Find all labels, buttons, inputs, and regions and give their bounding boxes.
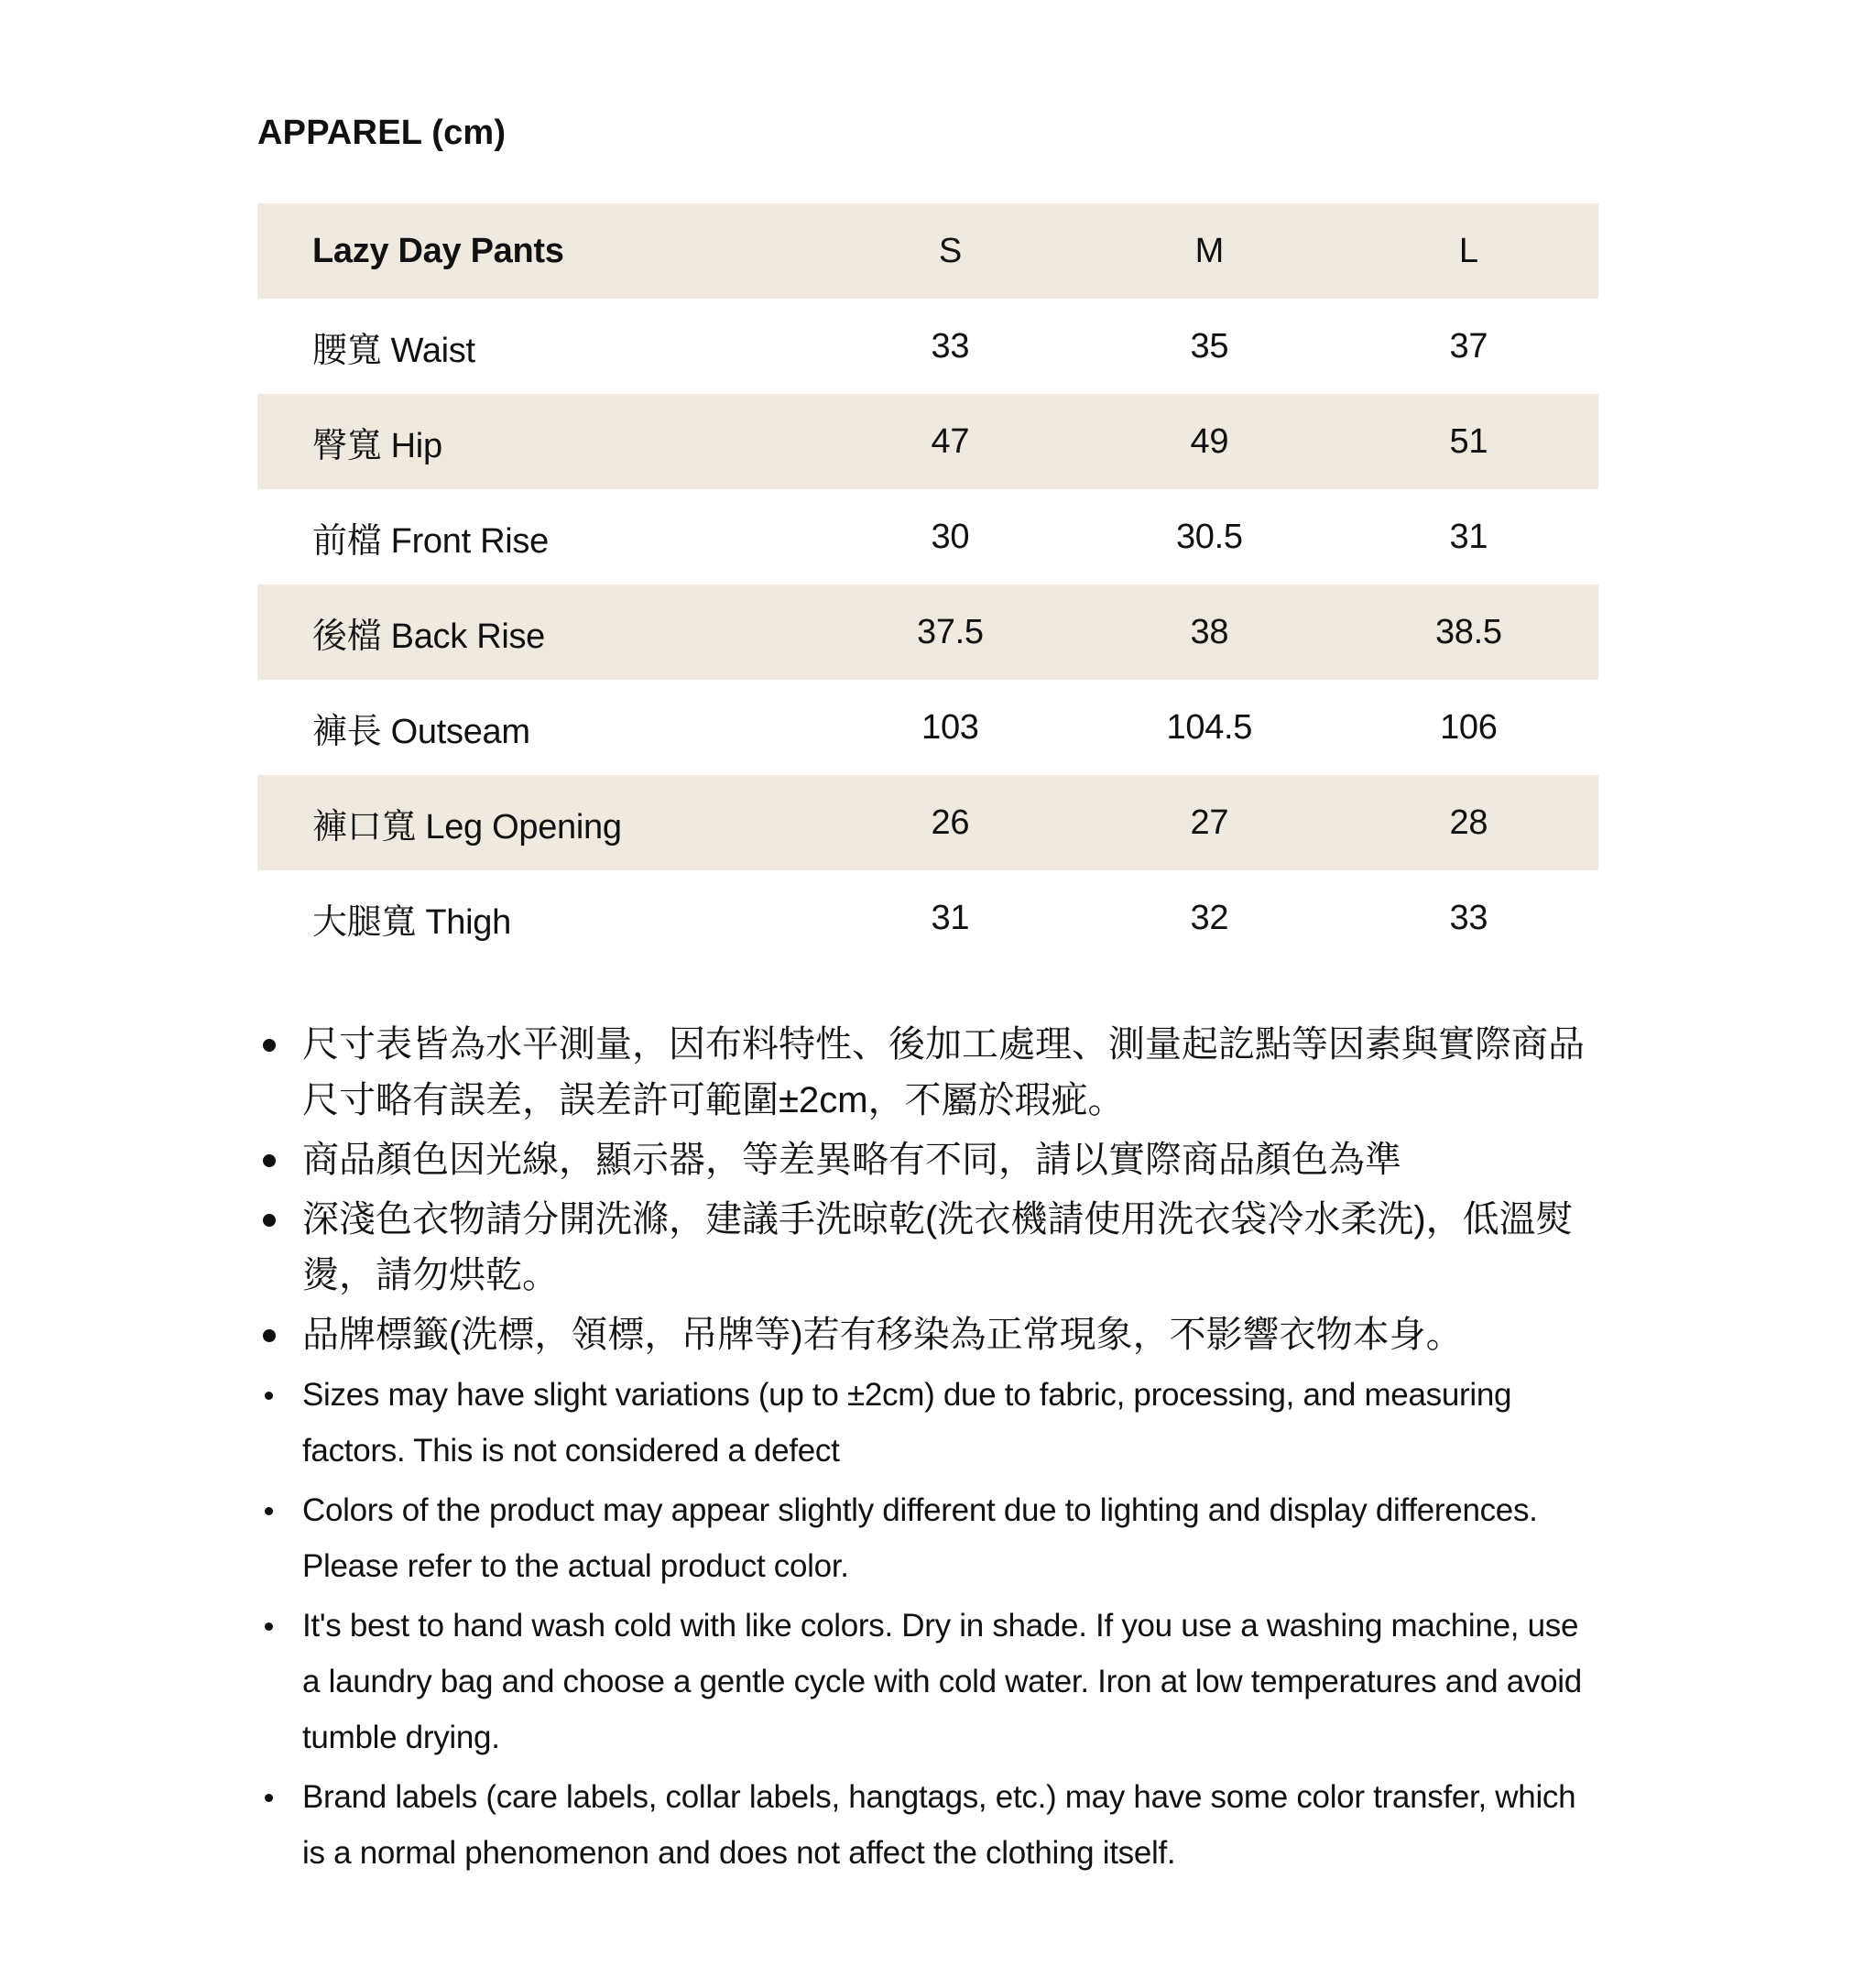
note-text: Sizes may have slight variations (up to ±2cm) due to fabric, processing, and measuring factors. This is not considered a defect: [302, 1377, 1512, 1469]
row-value: 33: [931, 326, 970, 366]
size-table: [257, 203, 1598, 966]
note-text: Colors of the product may appear slightly different due to lighting and display differences. Please refer to the actual product color.: [302, 1492, 1538, 1584]
note-text: 尺寸表皆為水平測量，因布料特性、後加工處理、測量起訖點等因素與實際商品尺寸略有誤差，誤差許可範圍±2cm，不屬於瑕疵。: [302, 1024, 1585, 1120]
table-row: [257, 870, 1598, 966]
note-item: [257, 1017, 1598, 1129]
note-item: [257, 1307, 1598, 1363]
row-label: 大腿寬 Thigh: [312, 902, 511, 942]
row-value: 37: [1449, 326, 1488, 366]
table-row: [257, 584, 1598, 680]
bullet-icon: [257, 1307, 302, 1342]
row-label: 前檔 Front Rise: [312, 521, 549, 561]
row-label: 腰寬 Waist: [312, 331, 475, 370]
row-label: 後檔 Back Rise: [312, 617, 546, 656]
size-table-header-row: [257, 203, 1598, 299]
bullet-icon: [257, 1482, 302, 1515]
row-value: 26: [931, 803, 970, 842]
size-chart-page: [0, 112, 1853, 1881]
page-title: APPAREL (cm): [257, 114, 507, 152]
table-row: [257, 680, 1598, 775]
note-text: Brand labels (care labels, collar labels, hangtags, etc.) may have some color transfer, which is a normal phenomenon and does not affect the clothing itself.: [302, 1779, 1576, 1871]
size-header-l: L: [1458, 231, 1478, 270]
bullet-icon: [257, 1017, 302, 1052]
bullet-icon: [257, 1769, 302, 1802]
size-header-s: S: [938, 231, 962, 270]
row-value: 33: [1449, 898, 1488, 937]
row-label: 褲長 Outseam: [312, 712, 530, 751]
row-value: 30.5: [1175, 517, 1243, 556]
row-label: 臀寬 Hip: [312, 426, 442, 465]
note-text: 商品顏色因光線，顯示器，等差異略有不同，請以實際商品顏色為準: [302, 1140, 1401, 1180]
table-row: [257, 299, 1598, 394]
row-value: 30: [931, 517, 970, 556]
note-item: [257, 1598, 1598, 1765]
row-value: 32: [1190, 898, 1229, 937]
bullet-icon: [257, 1192, 302, 1227]
note-item: [257, 1132, 1598, 1188]
row-value: 27: [1190, 803, 1229, 842]
row-value: 47: [931, 421, 970, 461]
table-row: [257, 394, 1598, 489]
row-value: 37.5: [916, 612, 984, 651]
row-value: 35: [1190, 326, 1229, 366]
row-value: 103: [921, 707, 979, 747]
size-header-m: M: [1194, 231, 1225, 270]
row-label: 褲口寬 Leg Opening: [312, 807, 622, 847]
product-name: Lazy Day Pants: [312, 231, 564, 270]
note-text: 深淺色衣物請分開洗滌，建議手洗晾乾(洗衣機請使用洗衣袋冷水柔洗)，低溫熨燙，請勿烘乾。: [302, 1199, 1573, 1295]
note-item: [257, 1769, 1598, 1881]
row-value: 31: [1449, 517, 1488, 556]
row-value: 38.5: [1434, 612, 1502, 651]
note-item: [257, 1192, 1598, 1304]
row-value: 104.5: [1166, 707, 1253, 747]
row-value: 106: [1440, 707, 1498, 747]
row-value: 31: [931, 898, 970, 937]
row-value: 38: [1190, 612, 1229, 651]
note-item: [257, 1482, 1598, 1594]
table-row: [257, 489, 1598, 584]
row-value: 49: [1190, 421, 1229, 461]
row-value: 51: [1449, 421, 1488, 461]
bullet-icon: [257, 1598, 302, 1631]
row-value: 28: [1449, 803, 1488, 842]
size-table-body: [257, 299, 1598, 966]
bullet-icon: [257, 1132, 302, 1167]
note-text: It's best to hand wash cold with like colors. Dry in shade. If you use a washing machine, use a laundry bag and choose a gentle cycle with cold water. Iron at low temperatures and avoid tumble drying.: [302, 1608, 1582, 1755]
table-row: [257, 775, 1598, 870]
notes-list: [257, 1017, 1598, 1881]
note-item: [257, 1367, 1598, 1479]
note-text: 品牌標籤(洗標，領標，吊牌等)若有移染為正常現象，不影響衣物本身。: [302, 1315, 1463, 1355]
bullet-icon: [257, 1367, 302, 1400]
